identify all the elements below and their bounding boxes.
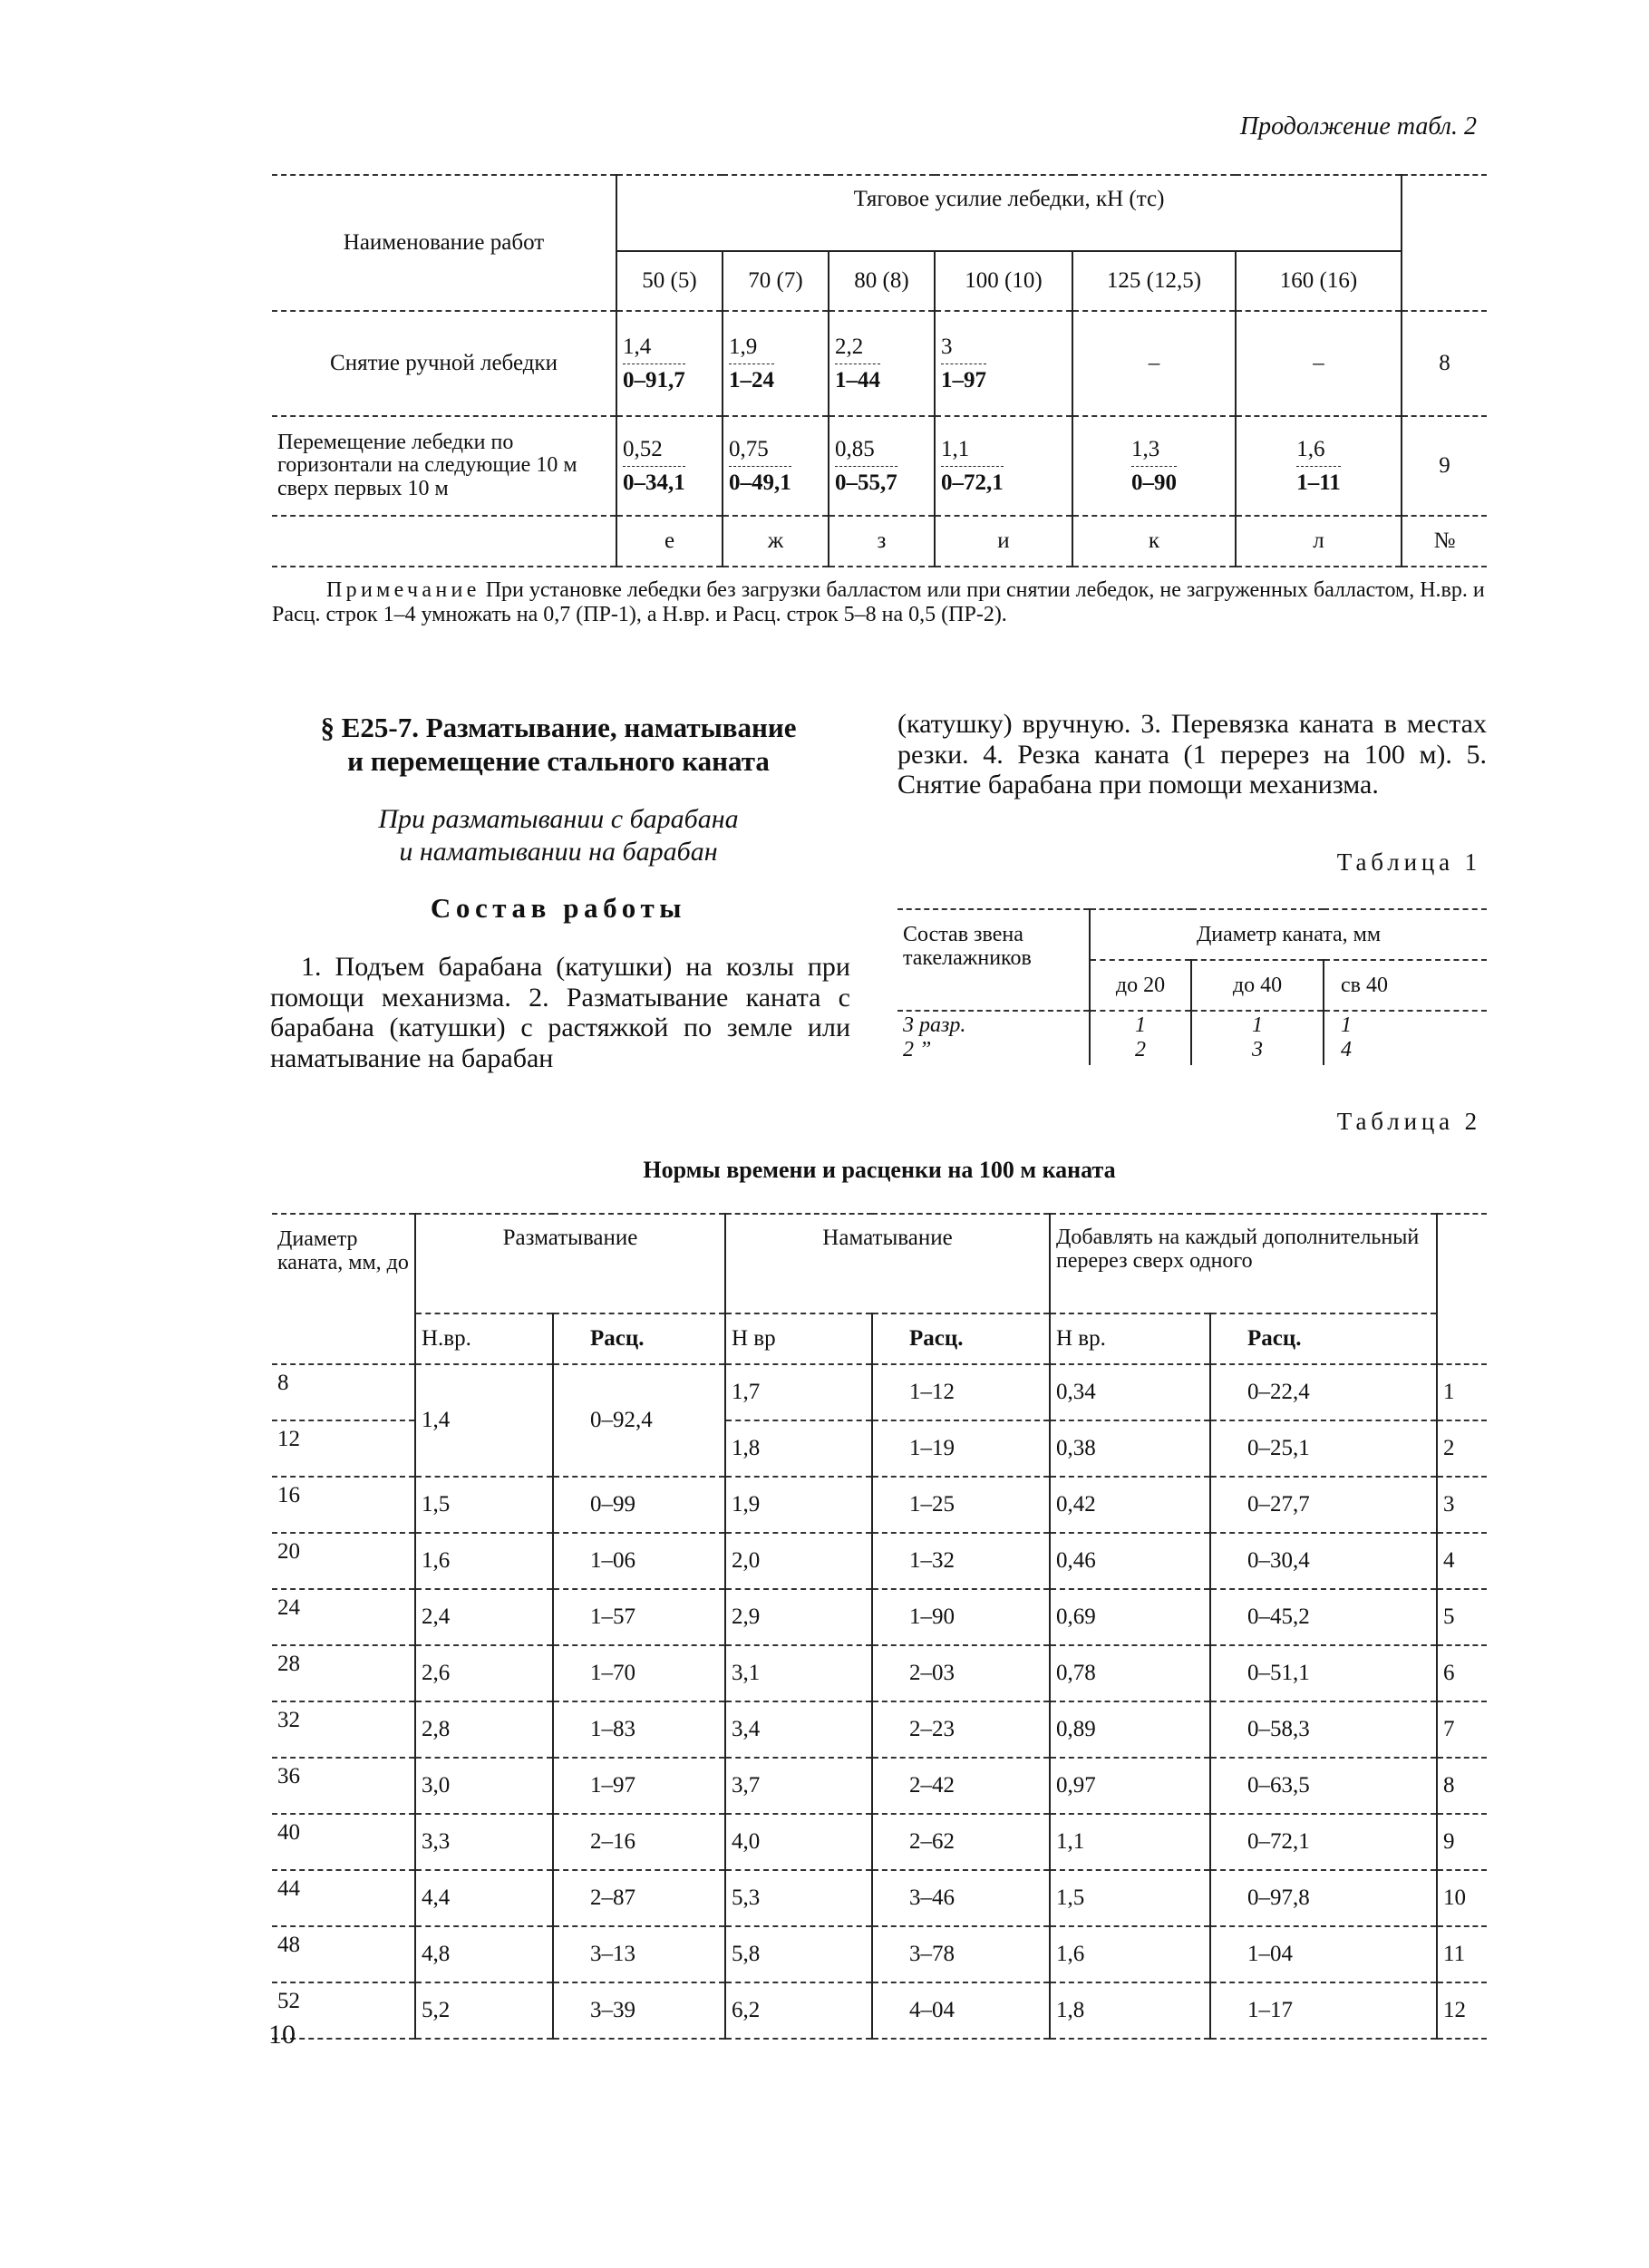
extra-time-cell: 1,6 (1050, 1926, 1210, 1982)
unwind-rate-cell: 2–87 (553, 1870, 725, 1926)
unwind-time-cell: 1,5 (415, 1477, 553, 1533)
winch-letter: к (1072, 516, 1236, 567)
diameter-cell: 40 (277, 1820, 300, 1845)
norms-table (272, 1213, 1487, 2040)
table2-title: Нормы времени и расценки на 100 м каната (643, 1157, 1116, 1183)
table2-caption: Таблица 2 (1336, 1108, 1481, 1135)
unwind-time-cell: 2,6 (415, 1645, 553, 1701)
winch-header-group: Тяговое усилие лебедки, кН (тс) (616, 175, 1402, 251)
extra-rate-cell: 0–58,3 (1210, 1701, 1437, 1758)
page-number: 10 (268, 2020, 296, 2050)
winch-row-num: 9 (1402, 416, 1487, 516)
crew-row (897, 1011, 1487, 1038)
table-row (272, 1701, 1487, 1758)
diameter-cell: 48 (277, 1933, 300, 1957)
diameter-cell: 28 (277, 1652, 300, 1676)
unwind-rate-cell: 1–57 (553, 1589, 725, 1645)
table-row (272, 1589, 1487, 1645)
table-row (272, 1870, 1487, 1926)
diameter-cell: 52 (277, 1989, 300, 2013)
winch-cell: $\frac{1,4}{0-91,7}$ (623, 334, 685, 393)
table1-caption: Таблица 1 (1336, 848, 1481, 876)
extra-time-cell: 0,34 (1050, 1364, 1210, 1420)
winch-col-header: 125 (12,5) (1072, 251, 1236, 311)
winch-cell: $\frac{1,9}{1-24}$ (729, 334, 774, 393)
winch-cell: $\frac{1,3}{0-90}$ (1131, 437, 1177, 495)
wind-time-cell: 4,0 (725, 1814, 872, 1870)
table-row (272, 1533, 1487, 1589)
unwind-time-cell: 1,6 (415, 1533, 553, 1589)
table-row (272, 1364, 1487, 1420)
extra-time-cell: 0,97 (1050, 1758, 1210, 1814)
wind-rate-cell: 1–25 (872, 1477, 1050, 1533)
note-label: Примечание (326, 578, 480, 602)
extra-time-cell: 0,78 (1050, 1645, 1210, 1701)
norms-group-wind: Наматывание (725, 1214, 1050, 1313)
unwind-time-cell: 4,4 (415, 1870, 553, 1926)
crew-col-header: до 40 (1191, 960, 1324, 1011)
winch-letter: ж (723, 516, 829, 567)
section-subtitle: При разматывании с барабана и наматывании на барабан (378, 804, 739, 867)
work-text-right: (катушку) вручную. 3. Перевязка каната в местах резки. 4. Резка каната (1 перерез на 100 м). 5. Снятие барабана при помощи механизма. (897, 709, 1487, 800)
winch-cell: $\frac{0,75}{0-49,1}$ (729, 437, 791, 495)
diameter-cell: 12 (277, 1427, 300, 1451)
unwind-time-cell: 2,8 (415, 1701, 553, 1758)
winch-col-header: 160 (16) (1236, 251, 1402, 311)
row-number-cell: 8 (1437, 1758, 1487, 1814)
unwind-time-cell: 2,4 (415, 1589, 553, 1645)
norms-col1-header: Диаметр каната, мм, до (277, 1227, 409, 1275)
winch-row (272, 416, 1487, 516)
winch-row-name: Перемещение лебедки по горизонтали на следующие 10 м сверх первых 10 м (277, 431, 577, 500)
extra-rate-cell: 0–30,4 (1210, 1533, 1437, 1589)
row-number-cell: 5 (1437, 1589, 1487, 1645)
table-row (272, 1982, 1487, 2039)
crew-col-header: до 20 (1090, 960, 1191, 1011)
wind-rate-cell: 1–19 (872, 1420, 1050, 1477)
unwind-rate-cell: 1–83 (553, 1701, 725, 1758)
diameter-cell: 20 (277, 1539, 300, 1564)
unwind-rate-cell: 2–16 (553, 1814, 725, 1870)
table-row (272, 1758, 1487, 1814)
wind-time-cell: 2,0 (725, 1533, 872, 1589)
winch-cell: $\frac{2,2}{1-44}$ (835, 334, 880, 393)
crew-row (897, 1038, 1487, 1065)
unwind-rate-cell: 3–39 (553, 1982, 725, 2039)
row-number-cell: 2 (1437, 1420, 1487, 1477)
row-number-cell: 11 (1437, 1926, 1487, 1982)
unwind-time-cell: 3,3 (415, 1814, 553, 1870)
crew-row-label: 2 ” (903, 1038, 932, 1061)
extra-rate-cell: 0–72,1 (1210, 1814, 1437, 1870)
winch-cell: $\frac{1,1}{0-72,1}$ (941, 437, 1004, 495)
table-row (272, 1645, 1487, 1701)
winch-cell: $\frac{0,85}{0-55,7}$ (835, 437, 897, 495)
unwind-rate-cell: 0–92,4 (553, 1364, 725, 1477)
winch-cell: $\frac{3}{1-97}$ (941, 334, 986, 393)
diameter-cell: 24 (277, 1595, 300, 1620)
wind-time-cell: 5,3 (725, 1870, 872, 1926)
wind-rate-cell: 1–90 (872, 1589, 1050, 1645)
extra-rate-cell: 0–27,7 (1210, 1477, 1437, 1533)
winch-row-num: 8 (1402, 311, 1487, 416)
crew-value: 1 (1090, 1011, 1191, 1038)
wind-time-cell: 3,4 (725, 1701, 872, 1758)
unwind-time-cell: 5,2 (415, 1982, 553, 2039)
unwind-time-cell: 3,0 (415, 1758, 553, 1814)
diameter-cell: 16 (277, 1483, 300, 1507)
extra-rate-cell: 1–04 (1210, 1926, 1437, 1982)
extra-rate-cell: 0–45,2 (1210, 1589, 1437, 1645)
winch-header-name: Наименование работ (343, 230, 545, 255)
winch-col-header: 50 (5) (616, 251, 723, 311)
wind-time-cell: 1,8 (725, 1420, 872, 1477)
wind-rate-cell: 3–46 (872, 1870, 1050, 1926)
row-number-cell: 1 (1437, 1364, 1487, 1420)
extra-rate-cell: 1–17 (1210, 1982, 1437, 2039)
crew-value: 1 (1191, 1011, 1324, 1038)
extra-time-cell: 1,5 (1050, 1870, 1210, 1926)
crew-value: 1 (1324, 1011, 1487, 1038)
wind-rate-cell: 3–78 (872, 1926, 1050, 1982)
work-text-left: 1. Подъем барабана (катушки) на козлы при помощи механизма. 2. Разматывание каната с барабана (катушки) с растяжкой по земле или наматывание на барабан (270, 952, 850, 1073)
crew-col1-header: Состав звена такелажников (903, 923, 1032, 971)
wind-rate-cell: 2–23 (872, 1701, 1050, 1758)
norms-sub-header: Расц. (872, 1313, 1050, 1364)
wind-time-cell: 3,7 (725, 1758, 872, 1814)
continuation-label: Продолжение табл. 2 (1239, 112, 1477, 141)
diameter-cell: 32 (277, 1708, 300, 1732)
winch-row (272, 311, 1487, 416)
wind-time-cell: 1,9 (725, 1477, 872, 1533)
norms-sub-header: Расц. (553, 1313, 725, 1364)
extra-rate-cell: 0–97,8 (1210, 1870, 1437, 1926)
crew-table (897, 908, 1487, 1065)
extra-rate-cell: 0–63,5 (1210, 1758, 1437, 1814)
winch-cell: – (1236, 311, 1402, 416)
note (272, 578, 1487, 627)
winch-letter: и (935, 516, 1072, 567)
winch-col-header: 70 (7) (723, 251, 829, 311)
row-number-cell: 7 (1437, 1701, 1487, 1758)
unwind-rate-cell: 1–97 (553, 1758, 725, 1814)
norms-sub-header: Н.вр. (415, 1313, 553, 1364)
row-number-cell: 4 (1437, 1533, 1487, 1589)
wind-rate-cell: 1–12 (872, 1364, 1050, 1420)
row-number-cell: 6 (1437, 1645, 1487, 1701)
winch-col-header: 100 (10) (935, 251, 1072, 311)
wind-rate-cell: 4–04 (872, 1982, 1050, 2039)
extra-rate-cell: 0–51,1 (1210, 1645, 1437, 1701)
winch-cell: – (1072, 311, 1236, 416)
row-number-cell: 3 (1437, 1477, 1487, 1533)
extra-time-cell: 0,42 (1050, 1477, 1210, 1533)
note-text: При установке лебедки без загрузки балластом или при снятии лебедок, не загруженных балластом, Н.вр. и Расц. строк 1–4 умножать на 0,7 (ПР-1), а Н.вр. и Расц. строк 5–8 на 0,5 (ПР-2). (272, 578, 1485, 626)
table-row (272, 1477, 1487, 1533)
unwind-time-cell: 4,8 (415, 1926, 553, 1982)
extra-rate-cell: 0–25,1 (1210, 1420, 1437, 1477)
winch-col-header: 80 (8) (829, 251, 935, 311)
diameter-cell: 8 (277, 1371, 289, 1395)
unwind-rate-cell: 1–70 (553, 1645, 725, 1701)
unwind-rate-cell: 3–13 (553, 1926, 725, 1982)
winch-table (272, 174, 1487, 567)
norms-group-unwind: Разматывание (415, 1214, 725, 1313)
winch-num-label: № (1402, 516, 1487, 567)
norms-sub-header: Н вр. (1050, 1313, 1210, 1364)
crew-value: 3 (1191, 1038, 1324, 1065)
unwind-rate-cell: 1–06 (553, 1533, 725, 1589)
extra-time-cell: 0,89 (1050, 1701, 1210, 1758)
unwind-rate-cell: 0–99 (553, 1477, 725, 1533)
winch-row-name: Снятие ручной лебедки (330, 351, 558, 375)
crew-value: 4 (1324, 1038, 1487, 1065)
crew-col-header: св 40 (1324, 960, 1487, 1011)
extra-rate-cell: 0–22,4 (1210, 1364, 1437, 1420)
norms-sub-header: Н вр (725, 1313, 872, 1364)
diameter-cell: 36 (277, 1764, 300, 1788)
extra-time-cell: 0,46 (1050, 1533, 1210, 1589)
work-heading: Состав работы (430, 892, 687, 924)
wind-time-cell: 3,1 (725, 1645, 872, 1701)
norms-group-extra: Добавлять на каждый дополнительный перерез сверх одного (1050, 1214, 1437, 1313)
crew-group-header: Диаметр каната, мм (1090, 909, 1487, 960)
extra-time-cell: 1,1 (1050, 1814, 1210, 1870)
table-row (272, 1926, 1487, 1982)
winch-cell: $\frac{0,52}{0-34,1}$ (623, 437, 685, 495)
wind-time-cell: 5,8 (725, 1926, 872, 1982)
extra-time-cell: 1,8 (1050, 1982, 1210, 2039)
table-row (272, 1814, 1487, 1870)
wind-rate-cell: 1–32 (872, 1533, 1050, 1589)
wind-time-cell: 2,9 (725, 1589, 872, 1645)
crew-value: 2 (1090, 1038, 1191, 1065)
wind-time-cell: 1,7 (725, 1364, 872, 1420)
winch-cell: $\frac{1,6}{1-11}$ (1296, 437, 1341, 495)
section-title: § Е25-7. Разматывание, наматывание и перемещение стального каната (320, 712, 797, 778)
wind-time-cell: 6,2 (725, 1982, 872, 2039)
row-number-cell: 12 (1437, 1982, 1487, 2039)
norms-sub-header: Расц. (1210, 1313, 1437, 1364)
wind-rate-cell: 2–03 (872, 1645, 1050, 1701)
winch-letter: л (1236, 516, 1402, 567)
extra-time-cell: 0,69 (1050, 1589, 1210, 1645)
winch-letter: е (616, 516, 723, 567)
unwind-time-cell: 1,4 (415, 1364, 553, 1477)
wind-rate-cell: 2–42 (872, 1758, 1050, 1814)
row-number-cell: 10 (1437, 1870, 1487, 1926)
row-number-cell: 9 (1437, 1814, 1487, 1870)
extra-time-cell: 0,38 (1050, 1420, 1210, 1477)
winch-letter: з (829, 516, 935, 567)
winch-letters-row (272, 516, 1487, 567)
diameter-cell: 44 (277, 1876, 300, 1901)
wind-rate-cell: 2–62 (872, 1814, 1050, 1870)
crew-row-label: 3 разр. (903, 1013, 966, 1037)
